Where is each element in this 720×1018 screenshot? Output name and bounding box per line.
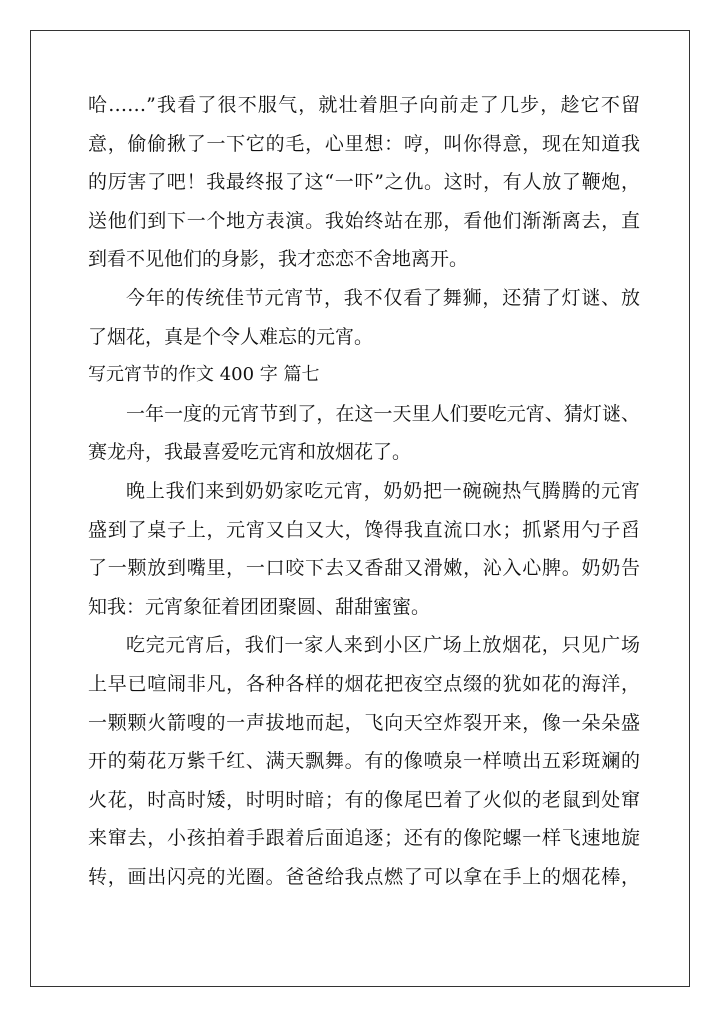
text-line: 盛到了桌子上，元宵又白又大，馋得我直流口水；抓紧用勺子舀 xyxy=(88,518,640,541)
text-line: 一年一度的元宵节到了，在这一天里人们要吃元宵、猜灯谜、 xyxy=(126,402,640,425)
text-line: 一颗颗火箭嗖的一声拔地而起，飞向天空炸裂开来，像一朵朵盛 xyxy=(88,711,640,734)
text-line: 火花，时高时矮，时明时暗；有的像尾巴着了火似的老鼠到处窜 xyxy=(88,788,640,811)
text-line: 哈……”我看了很不服气，就壮着胆子向前走了几步，趁它不留 xyxy=(88,94,640,116)
text-line: 到看不见他们的身影，我才恋恋不舍地离开。 xyxy=(88,248,469,271)
text-line: 了烟花，真是个令人难忘的元宵。 xyxy=(88,325,374,348)
document-body xyxy=(88,86,640,896)
text-line: 吃完元宵后，我们一家人来到小区广场上放烟花，只见广场 xyxy=(126,634,640,657)
text-line: 赛龙舟，我最喜爱吃元宵和放烟花了。 xyxy=(88,441,412,464)
text-line: 知我：元宵象征着团团聚圆、甜甜蜜蜜。 xyxy=(88,595,431,618)
text-line: 转，画出闪亮的光圈。爸爸给我点燃了可以拿在手上的烟花棒， xyxy=(88,865,640,888)
text-line: 送他们到下一个地方表演。我始终站在那，看他们渐渐离去，直 xyxy=(88,209,640,232)
text-line: 开的菊花万紫千红、满天飘舞。有的像喷泉一样喷出五彩斑斓的 xyxy=(88,750,640,773)
text-line: 今年的传统佳节元宵节，我不仅看了舞狮，还猜了灯谜、放 xyxy=(126,286,640,309)
text-line: 了一颗放到嘴里，一口咬下去又香甜又滑嫩，沁入心脾。奶奶告 xyxy=(88,557,640,580)
text-line: 上早已喧闹非凡，各种各样的烟花把夜空点缀的犹如花的海洋， xyxy=(88,672,640,695)
text-line: 的厉害了吧！我最终报了这“一吓”之仇。这时，有人放了鞭炮， xyxy=(88,171,640,194)
text-line: 来窜去，小孩拍着手跟着后面追逐；还有的像陀螺一样飞速地旋 xyxy=(88,827,640,850)
text-line: 意，偷偷揪了一下它的毛，心里想：哼，叫你得意，现在知道我 xyxy=(88,132,640,155)
section-heading: 写元宵节的作文 400 字 篇七 xyxy=(88,364,320,386)
text-line: 晚上我们来到奶奶家吃元宵，奶奶把一碗碗热气腾腾的元宵 xyxy=(126,479,640,502)
